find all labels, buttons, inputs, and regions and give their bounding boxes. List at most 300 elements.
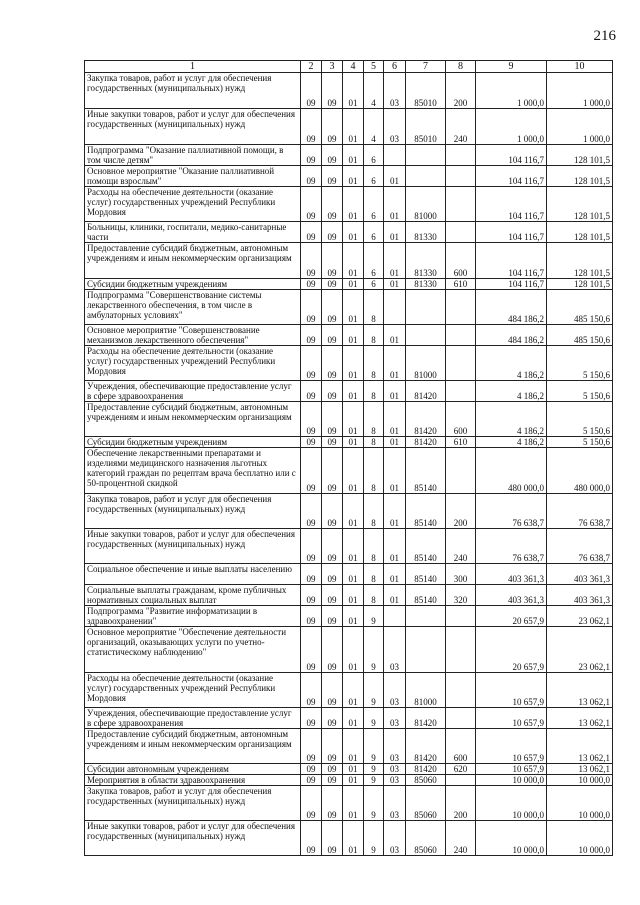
table-row	[85, 673, 613, 708]
code-cell: 03	[384, 821, 406, 856]
code-cell: 01	[343, 627, 364, 673]
code-cell: 6	[364, 222, 384, 243]
code-cell	[406, 325, 446, 346]
table-row	[85, 494, 613, 529]
code-cell: 09	[301, 606, 322, 627]
code-cell: 8	[364, 585, 384, 606]
table-row	[85, 402, 613, 437]
code-cell: 600	[446, 402, 476, 437]
code-cell: 01	[343, 187, 364, 222]
code-cell: 09	[301, 821, 322, 856]
code-cell: 09	[301, 448, 322, 494]
code-cell: 09	[301, 279, 322, 290]
code-cell: 09	[322, 290, 343, 325]
row-name-cell: Закупка товаров, работ и услуг для обеспечения государственных (муниципальных) нужд	[85, 494, 301, 529]
code-cell: 600	[446, 243, 476, 279]
amount-cell: 128 101,5	[547, 279, 613, 290]
amount-cell: 5 150,6	[547, 346, 613, 381]
code-cell: 09	[322, 786, 343, 821]
code-cell: 81000	[406, 673, 446, 708]
code-cell	[446, 606, 476, 627]
code-cell	[446, 448, 476, 494]
row-name-cell: Больницы, клиники, госпитали, медико-санитарные части	[85, 222, 301, 243]
table-row	[85, 381, 613, 402]
code-cell: 8	[364, 494, 384, 529]
code-cell: 6	[364, 243, 384, 279]
code-cell: 01	[384, 529, 406, 564]
row-name-cell: Расходы на обеспечение деятельности (оказание услуг) государственных учреждений Республики Мордовия	[85, 673, 301, 708]
code-cell: 09	[322, 73, 343, 109]
code-cell: 09	[322, 775, 343, 786]
code-cell: 01	[384, 279, 406, 290]
code-cell: 09	[301, 529, 322, 564]
row-name-cell: Подпрограмма "Оказание паллиативной помощи, в том числе детям"	[85, 145, 301, 166]
code-cell: 01	[343, 109, 364, 145]
code-cell: 09	[301, 166, 322, 187]
header-cell: 4	[343, 61, 364, 73]
code-cell: 200	[446, 494, 476, 529]
code-cell: 01	[343, 764, 364, 775]
code-cell: 09	[301, 494, 322, 529]
code-cell	[446, 290, 476, 325]
amount-cell: 5 150,6	[547, 381, 613, 402]
budget-table	[84, 60, 613, 856]
code-cell: 09	[322, 381, 343, 402]
code-cell: 620	[446, 764, 476, 775]
table-row	[85, 821, 613, 856]
code-cell	[446, 187, 476, 222]
amount-cell: 480 000,0	[476, 448, 547, 494]
code-cell: 8	[364, 402, 384, 437]
amount-cell: 4 186,2	[476, 346, 547, 381]
amount-cell: 76 638,7	[476, 529, 547, 564]
code-cell: 09	[301, 437, 322, 448]
code-cell: 81420	[406, 708, 446, 729]
amount-cell: 485 150,6	[547, 290, 613, 325]
row-name-cell: Основное мероприятие "Обеспечение деятельности организаций, оказывающих услуги по учетно-статистическому наблюдению"	[85, 627, 301, 673]
code-cell: 81000	[406, 346, 446, 381]
amount-cell: 104 116,7	[476, 222, 547, 243]
amount-cell: 10 657,9	[476, 729, 547, 764]
code-cell: 01	[343, 708, 364, 729]
code-cell	[384, 290, 406, 325]
amount-cell: 104 116,7	[476, 145, 547, 166]
code-cell: 610	[446, 437, 476, 448]
row-name-cell: Иные закупки товаров, работ и услуг для обеспечения государственных (муниципальных) нужд	[85, 821, 301, 856]
row-name-cell: Субсидии бюджетным учреждениям	[85, 279, 301, 290]
code-cell: 09	[322, 494, 343, 529]
code-cell: 01	[343, 437, 364, 448]
code-cell: 8	[364, 325, 384, 346]
code-cell: 09	[322, 279, 343, 290]
code-cell: 9	[364, 775, 384, 786]
code-cell: 09	[322, 821, 343, 856]
code-cell: 09	[301, 73, 322, 109]
row-name-cell: Расходы на обеспечение деятельности (оказание услуг) государственных учреждений Республики Мордовия	[85, 187, 301, 222]
code-cell: 9	[364, 786, 384, 821]
code-cell: 09	[322, 729, 343, 764]
code-cell: 01	[343, 529, 364, 564]
header-cell: 8	[446, 61, 476, 73]
amount-cell: 104 116,7	[476, 243, 547, 279]
code-cell: 09	[322, 166, 343, 187]
code-cell: 85140	[406, 448, 446, 494]
code-cell: 240	[446, 821, 476, 856]
table-row	[85, 606, 613, 627]
code-cell: 9	[364, 627, 384, 673]
code-cell	[406, 166, 446, 187]
code-cell: 8	[364, 564, 384, 585]
amount-cell: 13 062,1	[547, 708, 613, 729]
code-cell	[384, 606, 406, 627]
table-row	[85, 775, 613, 786]
code-cell: 01	[384, 346, 406, 381]
code-cell: 09	[301, 145, 322, 166]
amount-cell: 10 000,0	[476, 775, 547, 786]
code-cell: 01	[384, 564, 406, 585]
amount-cell: 484 186,2	[476, 290, 547, 325]
amount-cell: 403 361,3	[547, 585, 613, 606]
amount-cell: 484 186,2	[476, 325, 547, 346]
code-cell: 01	[384, 494, 406, 529]
code-cell: 01	[343, 166, 364, 187]
header-cell: 10	[547, 61, 613, 73]
table-row	[85, 346, 613, 381]
code-cell: 09	[301, 627, 322, 673]
code-cell: 09	[322, 764, 343, 775]
amount-cell: 10 657,9	[476, 764, 547, 775]
amount-cell: 13 062,1	[547, 729, 613, 764]
code-cell: 9	[364, 729, 384, 764]
code-cell	[406, 290, 446, 325]
row-name-cell: Основное мероприятие "Совершенствование механизмов лекарственного обеспечения"	[85, 325, 301, 346]
code-cell: 200	[446, 73, 476, 109]
code-cell: 09	[301, 764, 322, 775]
code-cell: 01	[384, 325, 406, 346]
code-cell: 85060	[406, 786, 446, 821]
row-name-cell: Учреждения, обеспечивающие предоставление услуг в сфере здравоохранения	[85, 381, 301, 402]
amount-cell: 403 361,3	[547, 564, 613, 585]
row-name-cell: Мероприятия в области здравоохранения	[85, 775, 301, 786]
header-cell: 6	[384, 61, 406, 73]
table-row	[85, 325, 613, 346]
amount-cell: 104 116,7	[476, 279, 547, 290]
row-name-cell: Иные закупки товаров, работ и услуг для обеспечения государственных (муниципальных) нужд	[85, 529, 301, 564]
code-cell: 03	[384, 729, 406, 764]
amount-cell: 104 116,7	[476, 166, 547, 187]
row-name-cell: Субсидии бюджетным учреждениям	[85, 437, 301, 448]
code-cell: 81420	[406, 729, 446, 764]
code-cell: 01	[343, 606, 364, 627]
amount-cell: 128 101,5	[547, 187, 613, 222]
code-cell: 09	[301, 585, 322, 606]
code-cell: 01	[384, 243, 406, 279]
code-cell: 6	[364, 145, 384, 166]
amount-cell: 5 150,6	[547, 437, 613, 448]
code-cell: 81420	[406, 764, 446, 775]
code-cell: 85010	[406, 73, 446, 109]
code-cell: 81420	[406, 402, 446, 437]
amount-cell: 20 657,9	[476, 627, 547, 673]
code-cell: 01	[343, 145, 364, 166]
row-name-cell: Расходы на обеспечение деятельности (оказание услуг) государственных учреждений Республики Мордовия	[85, 346, 301, 381]
code-cell: 01	[343, 402, 364, 437]
page-number: 216	[593, 28, 616, 44]
amount-cell: 23 062,1	[547, 606, 613, 627]
code-cell	[406, 145, 446, 166]
header-cell: 1	[85, 61, 301, 73]
header-row	[85, 61, 613, 73]
code-cell: 09	[301, 381, 322, 402]
code-cell: 01	[384, 437, 406, 448]
table-row	[85, 187, 613, 222]
amount-cell: 5 150,6	[547, 402, 613, 437]
row-name-cell: Социальное обеспечение и иные выплаты населению	[85, 564, 301, 585]
code-cell: 09	[301, 222, 322, 243]
code-cell: 09	[301, 673, 322, 708]
code-cell: 8	[364, 529, 384, 564]
table-row	[85, 145, 613, 166]
code-cell: 09	[322, 437, 343, 448]
code-cell: 09	[301, 325, 322, 346]
code-cell: 85140	[406, 564, 446, 585]
table-row	[85, 109, 613, 145]
code-cell: 09	[322, 448, 343, 494]
row-name-cell: Субсидии автономным учреждениям	[85, 764, 301, 775]
code-cell: 6	[364, 187, 384, 222]
code-cell: 01	[343, 729, 364, 764]
code-cell: 8	[364, 346, 384, 381]
code-cell: 03	[384, 786, 406, 821]
code-cell: 8	[364, 437, 384, 448]
amount-cell: 13 062,1	[547, 673, 613, 708]
amount-cell: 23 062,1	[547, 627, 613, 673]
code-cell: 09	[301, 775, 322, 786]
code-cell: 240	[446, 109, 476, 145]
code-cell: 03	[384, 764, 406, 775]
amount-cell: 104 116,7	[476, 187, 547, 222]
code-cell: 01	[343, 279, 364, 290]
code-cell: 09	[322, 187, 343, 222]
code-cell: 9	[364, 708, 384, 729]
table-row	[85, 166, 613, 187]
table-row	[85, 529, 613, 564]
code-cell: 4	[364, 73, 384, 109]
code-cell: 9	[364, 821, 384, 856]
amount-cell: 1 000,0	[476, 109, 547, 145]
row-name-cell: Предоставление субсидий бюджетным, автономным учреждениям и иным некоммерческим организациям	[85, 243, 301, 279]
row-name-cell: Учреждения, обеспечивающие предоставление услуг в сфере здравоохранения	[85, 708, 301, 729]
amount-cell: 4 186,2	[476, 402, 547, 437]
amount-cell: 128 101,5	[547, 243, 613, 279]
code-cell	[446, 381, 476, 402]
code-cell	[446, 775, 476, 786]
amount-cell: 1 000,0	[547, 109, 613, 145]
amount-cell: 10 000,0	[547, 775, 613, 786]
code-cell: 85060	[406, 775, 446, 786]
code-cell: 01	[343, 448, 364, 494]
row-name-cell: Основное мероприятие "Оказание паллиативной помощи взрослым"	[85, 166, 301, 187]
code-cell: 200	[446, 786, 476, 821]
code-cell: 09	[322, 627, 343, 673]
code-cell: 81000	[406, 187, 446, 222]
code-cell: 01	[343, 494, 364, 529]
amount-cell: 4 186,2	[476, 437, 547, 448]
code-cell: 9	[364, 673, 384, 708]
code-cell: 09	[301, 729, 322, 764]
code-cell	[446, 627, 476, 673]
code-cell: 03	[384, 627, 406, 673]
code-cell: 81330	[406, 243, 446, 279]
row-name-cell: Закупка товаров, работ и услуг для обеспечения государственных (муниципальных) нужд	[85, 73, 301, 109]
code-cell: 85140	[406, 494, 446, 529]
code-cell: 09	[301, 564, 322, 585]
code-cell: 01	[343, 381, 364, 402]
amount-cell: 76 638,7	[547, 494, 613, 529]
code-cell: 85140	[406, 585, 446, 606]
code-cell: 09	[322, 109, 343, 145]
table-row	[85, 73, 613, 109]
row-name-cell: Обеспечение лекарственными препаратами и изделиями медицинского назначения льготных категорий граждан по рецептам врача бесплатно или с 50-процентной скидкой	[85, 448, 301, 494]
code-cell: 09	[301, 290, 322, 325]
code-cell: 03	[384, 708, 406, 729]
amount-cell: 128 101,5	[547, 222, 613, 243]
code-cell: 03	[384, 673, 406, 708]
amount-cell: 1 000,0	[547, 73, 613, 109]
code-cell: 01	[343, 673, 364, 708]
amount-cell: 76 638,7	[547, 529, 613, 564]
code-cell: 09	[322, 564, 343, 585]
code-cell: 320	[446, 585, 476, 606]
code-cell: 81420	[406, 437, 446, 448]
code-cell: 01	[384, 585, 406, 606]
code-cell: 09	[301, 109, 322, 145]
code-cell: 6	[364, 279, 384, 290]
code-cell: 09	[322, 585, 343, 606]
code-cell: 610	[446, 279, 476, 290]
code-cell: 01	[384, 448, 406, 494]
code-cell: 09	[322, 243, 343, 279]
table-row	[85, 437, 613, 448]
table-row	[85, 627, 613, 673]
amount-cell: 10 000,0	[476, 821, 547, 856]
code-cell: 8	[364, 448, 384, 494]
code-cell: 01	[343, 222, 364, 243]
amount-cell: 480 000,0	[547, 448, 613, 494]
header-cell: 2	[301, 61, 322, 73]
amount-cell: 10 657,9	[476, 708, 547, 729]
amount-cell: 403 361,3	[476, 585, 547, 606]
amount-cell: 10 657,9	[476, 673, 547, 708]
code-cell	[446, 346, 476, 381]
amount-cell: 10 000,0	[547, 786, 613, 821]
amount-cell: 485 150,6	[547, 325, 613, 346]
table-row	[85, 222, 613, 243]
header-cell: 3	[322, 61, 343, 73]
amount-cell: 10 000,0	[476, 786, 547, 821]
code-cell	[446, 145, 476, 166]
code-cell: 09	[301, 243, 322, 279]
amount-cell: 76 638,7	[476, 494, 547, 529]
code-cell: 85010	[406, 109, 446, 145]
code-cell: 09	[322, 325, 343, 346]
code-cell: 09	[322, 346, 343, 381]
code-cell: 01	[384, 381, 406, 402]
code-cell: 01	[343, 564, 364, 585]
code-cell: 09	[322, 708, 343, 729]
table-row	[85, 585, 613, 606]
amount-cell: 403 361,3	[476, 564, 547, 585]
code-cell: 01	[343, 73, 364, 109]
code-cell: 03	[384, 73, 406, 109]
table-row	[85, 279, 613, 290]
row-name-cell: Предоставление субсидий бюджетным, автономным учреждениям и иным некоммерческим организациям	[85, 402, 301, 437]
code-cell: 09	[322, 673, 343, 708]
amount-cell: 20 657,9	[476, 606, 547, 627]
code-cell: 09	[301, 708, 322, 729]
code-cell: 01	[343, 290, 364, 325]
table-row	[85, 290, 613, 325]
row-name-cell: Иные закупки товаров, работ и услуг для обеспечения государственных (муниципальных) нужд	[85, 109, 301, 145]
code-cell: 9	[364, 606, 384, 627]
code-cell: 300	[446, 564, 476, 585]
code-cell	[446, 673, 476, 708]
code-cell: 81330	[406, 222, 446, 243]
row-name-cell: Социальные выплаты гражданам, кроме публичных нормативных социальных выплат	[85, 585, 301, 606]
header-cell: 9	[476, 61, 547, 73]
amount-cell: 13 062,1	[547, 764, 613, 775]
code-cell: 01	[343, 346, 364, 381]
amount-cell: 1 000,0	[476, 73, 547, 109]
code-cell: 240	[446, 529, 476, 564]
code-cell: 09	[322, 222, 343, 243]
table-row	[85, 729, 613, 764]
amount-cell: 128 101,5	[547, 166, 613, 187]
header-cell: 5	[364, 61, 384, 73]
table-row	[85, 243, 613, 279]
code-cell: 01	[343, 585, 364, 606]
code-cell: 09	[322, 145, 343, 166]
code-cell: 03	[384, 775, 406, 786]
row-name-cell: Подпрограмма "Совершенствование системы лекарственного обеспечения, в том числе в амбулаторных условиях"	[85, 290, 301, 325]
code-cell: 01	[384, 166, 406, 187]
code-cell: 03	[384, 109, 406, 145]
table-row	[85, 786, 613, 821]
code-cell: 01	[343, 325, 364, 346]
code-cell: 8	[364, 290, 384, 325]
code-cell: 09	[322, 606, 343, 627]
code-cell: 81330	[406, 279, 446, 290]
code-cell: 01	[343, 821, 364, 856]
amount-cell: 4 186,2	[476, 381, 547, 402]
header-cell: 7	[406, 61, 446, 73]
code-cell	[384, 145, 406, 166]
code-cell: 01	[384, 187, 406, 222]
code-cell: 85140	[406, 529, 446, 564]
row-name-cell: Предоставление субсидий бюджетным, автономным учреждениям и иным некоммерческим организациям	[85, 729, 301, 764]
code-cell: 01	[343, 243, 364, 279]
table-body	[85, 73, 613, 856]
row-name-cell: Подпрограмма "Развитие информатизации в здравоохранении"	[85, 606, 301, 627]
amount-cell: 10 000,0	[547, 821, 613, 856]
code-cell: 85060	[406, 821, 446, 856]
code-cell: 01	[384, 222, 406, 243]
table-row	[85, 448, 613, 494]
code-cell: 01	[384, 402, 406, 437]
code-cell	[446, 222, 476, 243]
table-row	[85, 708, 613, 729]
code-cell	[446, 708, 476, 729]
